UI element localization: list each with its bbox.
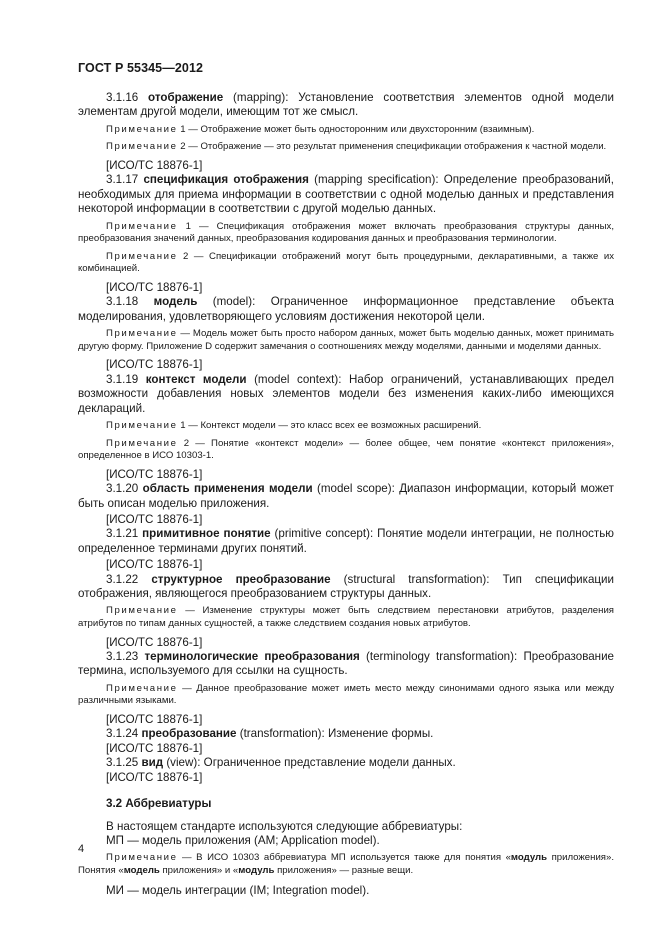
term-number: 3.1.25 — [106, 756, 142, 770]
term-3-1-19 — [78, 373, 614, 416]
term-number: 3.1.21 — [106, 527, 143, 541]
term-definition: : Изменение формы. — [321, 727, 434, 741]
section-heading: 3.2 Аббревиатуры — [106, 797, 212, 811]
note-label: Примечание — [106, 250, 178, 262]
reference: [ИСО/ТС 18876-1] — [106, 770, 203, 784]
reference: [ИСО/ТС 18876-1] — [106, 558, 203, 572]
note — [78, 141, 614, 154]
term-definition: : Набор ограничений, устанавливающих предел возможности добавления новых элементов модели без изменения каких-либо имеющихся деклараций. — [78, 372, 614, 415]
term-number: 3.1.23 — [106, 650, 145, 664]
note — [78, 852, 614, 877]
note-label: Примечание — [106, 141, 178, 153]
note-label: Примечание — [106, 605, 178, 617]
document-header: ГОСТ Р 55345—2012 — [78, 61, 204, 75]
term-definition: : Ограниченное представление модели данных. — [197, 756, 456, 770]
term-definition: : Ограниченное информационное представление объекта моделирования, удовлетворяющего условиям достижения некоторой цели. — [78, 295, 614, 323]
reference: [ИСО/ТС 18876-1] — [106, 358, 203, 372]
term-title: модель — [153, 295, 198, 309]
term-english: (mapping specification) — [308, 173, 436, 187]
note — [78, 438, 614, 463]
term-number: 3.1.17 — [106, 173, 144, 187]
term-english: (transformation) — [236, 727, 322, 741]
term-number: 3.1.18 — [106, 295, 154, 309]
term-title: преобразование — [141, 727, 237, 741]
note-text: — Модель может быть просто набором данных, может быть моделью данных, может принимать другую форму. Приложение D содержит замечания о соотношениях между моделями, данными и моделями данных. — [78, 328, 614, 352]
note — [78, 605, 614, 630]
term-english: (mapping) — [223, 91, 286, 104]
term-english: (terminology transformation) — [359, 650, 514, 664]
term-english: (structural transformation) — [330, 572, 487, 586]
note-text: приложения» — разные вещи. — [274, 864, 414, 876]
term-3-1-20 — [78, 482, 614, 511]
document-body — [78, 91, 614, 898]
term-number: 3.1.16 — [106, 91, 149, 104]
note-text: приложения» и « — [159, 864, 239, 876]
note — [78, 124, 614, 137]
note-text: — В ИСО 10303 аббревиатура МП используется также для понятия « — [177, 852, 511, 864]
note — [78, 420, 614, 433]
term-3-1-16 — [78, 91, 614, 120]
note-label: Примечание — [106, 437, 178, 449]
term-english: (model scope) — [312, 482, 392, 496]
note-text: 2 — Спецификации отображений могут быть процедурными, декларативными, а также их комбинацией. — [78, 250, 614, 275]
term-title: вид — [141, 756, 164, 770]
term-3-1-24 — [78, 727, 614, 741]
reference: [ИСО/ТС 18876-1] — [106, 513, 203, 527]
note — [78, 328, 614, 353]
term-3-1-18 — [78, 295, 614, 324]
term-3-1-25 — [78, 756, 614, 770]
note-label: Примечание — [106, 852, 178, 864]
page-number: 4 — [78, 843, 85, 855]
note-label: Примечание — [106, 682, 178, 694]
note-emphasis: модель — [123, 864, 160, 876]
note-text: 2 — Отображение — это результат применения спецификации отображения к частной модели. — [177, 141, 607, 153]
term-title: терминологические преобразования — [144, 650, 360, 664]
term-title: область применения модели — [142, 482, 313, 496]
abbreviation-mi: МИ — модель интеграции (IM; Integration model). — [106, 883, 370, 897]
term-definition: : Преобразование термина, используемого для ссылки на сущность. — [78, 650, 614, 678]
note-label: Примечание — [106, 123, 178, 135]
note-emphasis: модуль — [238, 864, 275, 876]
note-text: приложения». Понятия « — [78, 852, 614, 876]
note-text: 1 — Контекст модели — это класс всех ее возможных расширений. — [177, 420, 482, 432]
term-definition: : Тип спецификации отображения, являющегося преобразованием структуры данных. — [78, 572, 614, 601]
note-text: 1 — Отображение может быть односторонним или двухсторонним (взаимным). — [177, 123, 535, 135]
note — [78, 221, 614, 246]
term-number: 3.1.19 — [106, 372, 146, 386]
term-number: 3.1.24 — [106, 727, 142, 741]
note-emphasis: модуль — [510, 852, 548, 864]
note-label: Примечание — [106, 220, 178, 232]
term-title: контекст модели — [145, 372, 247, 386]
abbreviations-intro: В настоящем стандарте используются следующие аббревиатуры: — [106, 819, 463, 833]
term-3-1-21 — [78, 527, 614, 556]
term-title: примитивное понятие — [142, 527, 271, 541]
term-english: (model) — [197, 295, 253, 309]
term-definition: : Диапазон информации, который может быть описан моделью приложения. — [78, 482, 614, 510]
note — [78, 683, 614, 708]
term-definition: : Установление соответствия элементов одной модели элементам другой модели, имеющим тот же смысл. — [78, 91, 614, 119]
reference: [ИСО/ТС 18876-1] — [106, 713, 203, 727]
reference: [ИСО/ТС 18876-1] — [106, 635, 203, 649]
term-number: 3.1.22 — [106, 572, 152, 586]
note-label: Примечание — [106, 328, 178, 340]
note-text: 2 — Понятие «контекст модели» — более общее, чем понятие «контекст приложения», определенное в ИСО 10303-1. — [78, 437, 614, 462]
term-title: отображение — [148, 91, 224, 104]
reference: [ИСО/ТС 18876-1] — [106, 741, 203, 755]
reference: [ИСО/ТС 18876-1] — [106, 281, 203, 294]
term-3-1-22 — [78, 573, 614, 602]
term-definition: : Понятие модели интеграции, не полностью определенное терминами других понятий. — [78, 527, 614, 555]
abbreviation-mp: МП — модель приложения (AM; Application model). — [106, 833, 380, 847]
term-title: спецификация отображения — [143, 173, 309, 187]
note-label: Примечание — [106, 420, 178, 432]
note-text: — Данное преобразование может иметь место между синонимами одного языка или между различными языками. — [78, 682, 614, 707]
term-number: 3.1.20 — [106, 482, 143, 496]
reference: [ИСО/ТС 18876-1] — [106, 467, 203, 481]
term-title: структурное преобразование — [151, 572, 331, 586]
note-text: — Изменение структуры может быть следствием перестановки атрибутов, разделения атрибутов по типам данных сущностей, а также следствием создания новых атрибутов. — [78, 605, 614, 630]
note — [78, 251, 614, 276]
term-english: (view) — [163, 756, 198, 770]
term-definition: : Определение преобразований, необходимых для приема информации в соответствии с одной моделью данных и представления некоторой информации в соответствии с другой моделью данных. — [78, 173, 614, 216]
term-3-1-23 — [78, 650, 614, 679]
reference: [ИСО/ТС 18876-1] — [106, 159, 203, 172]
term-3-1-17 — [78, 173, 614, 216]
term-english: (primitive concept) — [270, 527, 370, 541]
note-text: 1 — Спецификация отображения может включать преобразования структуры данных, преобразования значений данных, преобразования кодирования данных и преобразования терминологии. — [78, 220, 614, 245]
term-english: (model context) — [246, 372, 339, 386]
